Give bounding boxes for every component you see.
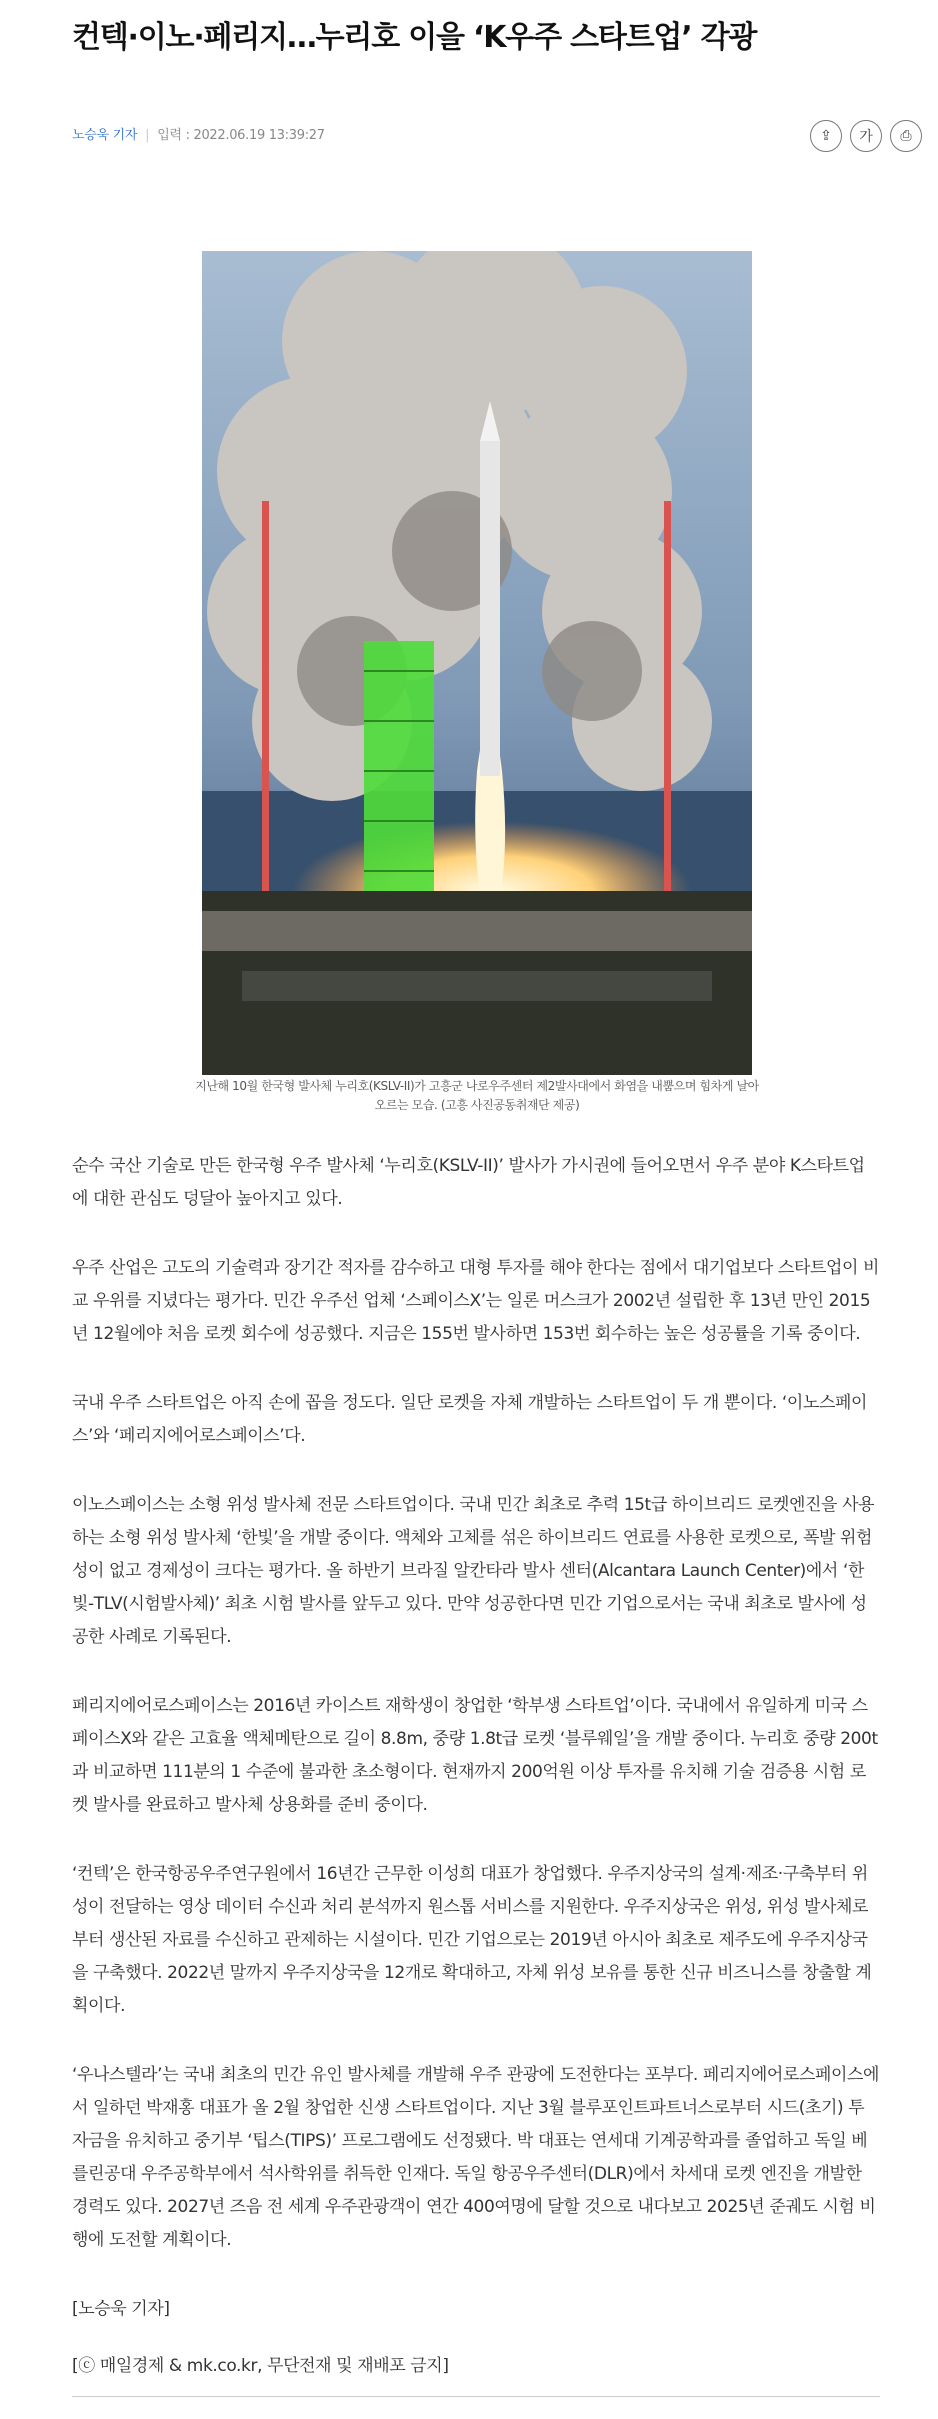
photo-caption: 지난해 10월 한국형 발사체 누리호(KSLV-II)가 고흥군 나로우주센터 제2발사대에서 화염을 내뿜으며 힘차게 날아오르는 모습. (고흥 사진공동취재단 제공) — [195, 1079, 759, 1112]
share-icon: ⇪ — [820, 128, 832, 144]
font-size-button[interactable] — [850, 120, 882, 152]
article-paragraph: 우주 산업은 고도의 기술력과 장기간 적자를 감수하고 대형 투자를 해야 한다는 점에서 대기업보다 스타트업이 비교 우위를 지녔다는 평가다. 민간 우주선 업체 ‘스페이스X’는 일론 머스크가 2002년 설립한 후 13년 만인 2015년 12월에야 처음 로켓 회수에 성공했다. 지금은 155번 발사하면 153번 회수하는 높은 성공률을 기록 중이다. — [72, 1258, 880, 1344]
print-button[interactable] — [890, 120, 922, 152]
article-paragraph: 순수 국산 기술로 만든 한국형 우주 발사체 ‘누리호(KSLV-II)’ 발사가 가시권에 들어오면서 우주 분야 K스타트업에 대한 관심도 덩달아 높아지고 있다. — [72, 1156, 865, 1209]
divider — [72, 2396, 880, 2397]
article-paragraph: ‘우나스텔라’는 국내 최초의 민간 유인 발사체를 개발해 우주 관광에 도전한다는 포부다. 페리지에어로스페이스에서 일하던 박재홍 대표가 올 2월 창업한 신생 스타트업이다. 지난 3월 블루포인트파트너스로부터 시드(초기) 투자금을 유치하고 중기부 ‘팁스(TIPS)’ 프로그램에도 선정됐다. 박 대표는 연세대 기계공학과를 졸업하고 독일 베를린공대 우주공학부에서 석사학위를 취득한 인재다. 독일 항공우주센터(DLR)에서 차세대 로켓 엔진을 개발한 경력도 있다. 2027년 즈음 전 세계 우주관광객이 연간 400여명에 달할 것으로 내다보고 2025년 준궤도 시험 비행에 도전할 계획이다. — [72, 2065, 880, 2250]
print-icon: ⎙ — [900, 128, 912, 144]
article-body — [72, 1150, 880, 2419]
article-paragraph: 페리지에어로스페이스는 2016년 카이스트 재학생이 창업한 ‘학부생 스타트업’이다. 국내에서 유일하게 미국 스페이스X와 같은 고효율 액체메탄으로 길이 8.8m, 중량 1.8t급 로켓 ‘블루웨일’을 개발 중이다. 누리호 중량 200t과 비교하면 111분의 1 수준에 불과한 초소형이다. 현재까지 200억원 이상 투자를 유치해 기술 검증용 시험 로켓 발사를 완료하고 발사체 상용화를 준비 중이다. — [72, 1696, 878, 1815]
article-title: 컨텍·이노·페리지…누리호 이을 ‘K우주 스타트업’ 각광 — [72, 20, 757, 55]
font-size-icon: 가 — [859, 129, 873, 145]
article-photo — [202, 251, 752, 1075]
byline-divider: | — [145, 128, 150, 143]
article-paragraph: 이노스페이스는 소형 위성 발사체 전문 스타트업이다. 국내 민간 최초로 추력 15t급 하이브리드 로켓엔진을 사용하는 소형 위성 발사체 ‘한빛’을 개발 중이다. 액체와 고체를 섞은 하이브리드 연료를 사용한 로켓으로, 폭발 위험성이 없고 경제성이 크다는 평가다. 올 하반기 브라질 알칸타라 발사 센터(Alcantara Launch Center)에서 ‘한빛-TLV(시험발사체)’ 최초 시험 발사를 앞두고 있다. 만약 성공한다면 민간 기업으로서는 국내 최초로 발사에 성공한 사례로 기록된다. — [72, 1495, 875, 1647]
copyright-notice: [ⓒ 매일경제 & mk.co.kr, 무단전재 및 재배포 금지] — [72, 2356, 449, 2376]
publish-date: 입력 : 2022.06.19 13:39:27 — [157, 128, 325, 143]
share-button[interactable] — [810, 120, 842, 152]
article-tools — [810, 120, 922, 152]
article-paragraph: 국내 우주 스타트업은 아직 손에 꼽을 정도다. 일단 로켓을 자체 개발하는 스타트업이 두 개 뿐이다. ‘이노스페이스’와 ‘페리지에어로스페이스’다. — [72, 1393, 868, 1446]
author-link[interactable]: 노승욱 기자 — [72, 128, 138, 143]
byline — [72, 124, 325, 143]
rocket-launch-photo — [202, 251, 752, 1075]
reporter-signature: [노승욱 기자] — [72, 2299, 170, 2319]
article-paragraph: ‘컨텍’은 한국항공우주연구원에서 16년간 근무한 이성희 대표가 창업했다. 우주지상국의 설계·제조·구축부터 위성이 전달하는 영상 데이터 수신과 처리 분석까지 원스톱 서비스를 지원한다. 우주지상국은 위성, 위성 발사체로부터 생산된 자료를 수신하고 관제하는 시설이다. 민간 기업으로는 2019년 아시아 최초로 제주도에 우주지상국을 구축했다. 2022년 말까지 우주지상국을 12개로 확대하고, 자체 위성 보유를 통한 신규 비즈니스를 창출할 계획이다. — [72, 1864, 872, 2016]
